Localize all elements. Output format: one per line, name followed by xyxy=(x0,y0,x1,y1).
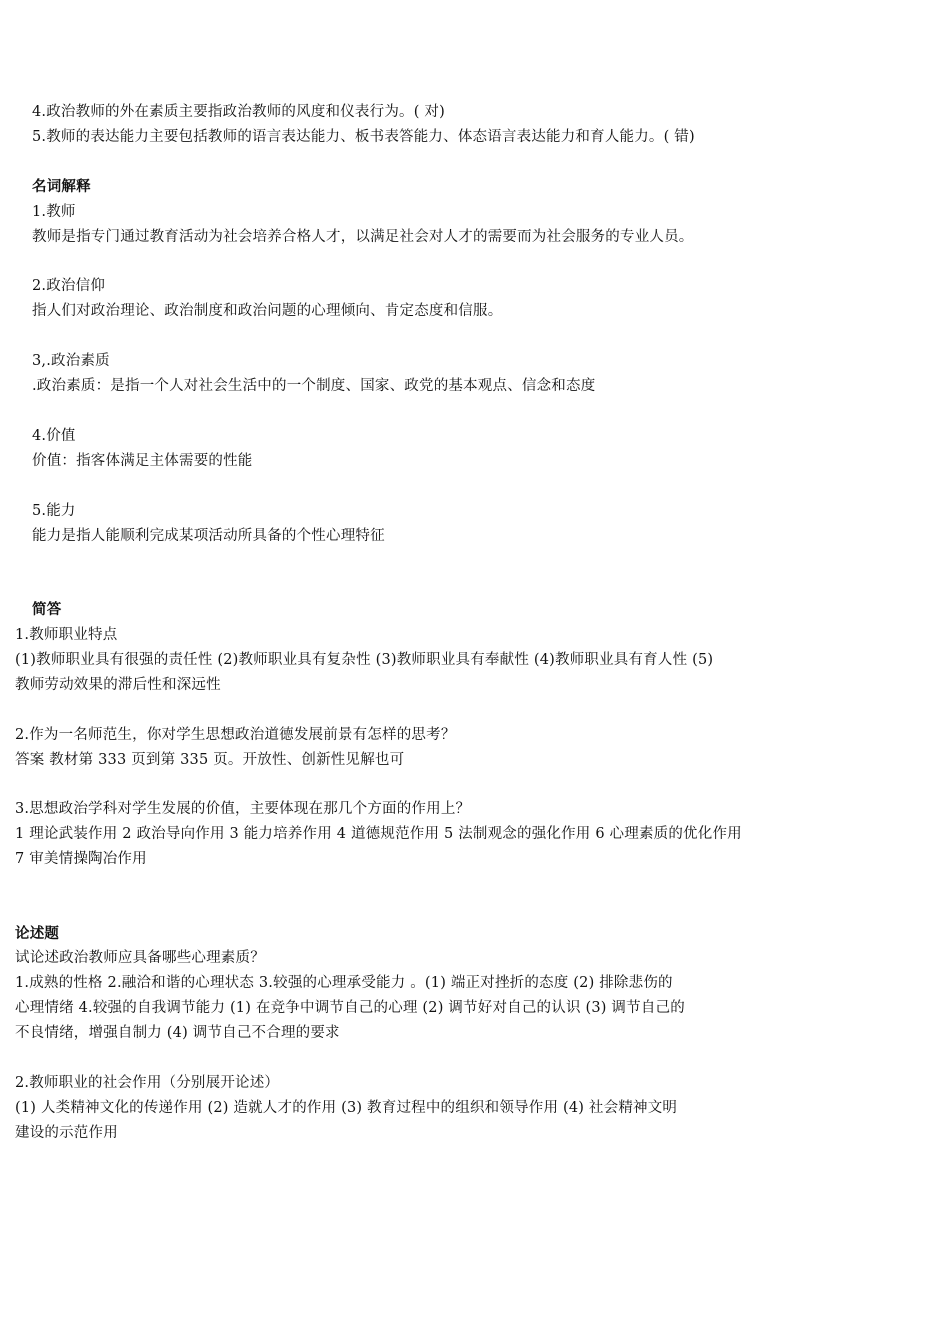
short-answer-question: 3.思想政治学科对学生发展的价值，主要体现在那几个方面的作用上？ xyxy=(15,801,471,817)
short-answer-heading: 简答 xyxy=(32,601,62,618)
essay-answer-line: 不良情绪，增强自制力 (4) 调节自己不合理的要求 xyxy=(15,1025,340,1041)
short-answer-answer-line: 1 理论武装作用 2 政治导向作用 3 能力培养作用 4 道德规范作用 5 法制观念的强化作用 6 心理素质的优化作用 xyxy=(15,826,742,842)
judgement-item-5: 5.教师的表达能力主要包括教师的语言表达能力、板书表答能力、体态语言表达能力和育人能力。( 错) xyxy=(32,129,695,145)
essay-answer-line: (1) 人类精神文化的传递作用 (2) 造就人才的作用 (3) 教育过程中的组织和领导作用 (4) 社会精神文明 xyxy=(15,1100,678,1116)
essay-question: 2.教师职业的社会作用（分别展开论述） xyxy=(15,1075,280,1091)
essay-answer-line: 1.成熟的性格 2.融洽和谐的心理状态 3.较强的心理承受能力 。(1) 端正对挫折的态度 (2) 排除悲伤的 xyxy=(15,975,673,991)
judgement-item-4: 4.政治教师的外在素质主要指政治教师的风度和仪表行为。( 对) xyxy=(32,104,445,120)
term-definition: 教师是指专门通过教育活动为社会培养合格人才，以满足社会对人才的需要而为社会服务的专业人员。 xyxy=(32,229,694,245)
essay-heading: 论述题 xyxy=(15,925,60,942)
essay-answer-line: 建设的示范作用 xyxy=(15,1125,118,1141)
short-answer-answer-line: (1)教师职业具有很强的责任性 (2)教师职业具有复杂性 (3)教师职业具有奉献性 (4)教师职业具有育人性 (5) xyxy=(15,652,714,668)
term-title: 3,.政治素质 xyxy=(32,353,110,369)
term-title: 1.教师 xyxy=(32,204,76,220)
essay-answer-line: 心理情绪 4.较强的自我调节能力 (1) 在竞争中调节自己的心理 (2) 调节好对自己的认识 (3) 调节自己的 xyxy=(15,1000,685,1016)
short-answer-answer-line: 教师劳动效果的滞后性和深远性 xyxy=(15,677,221,693)
short-answer-question: 1.教师职业特点 xyxy=(15,627,118,643)
essay-question: 试论述政治教师应具备哪些心理素质？ xyxy=(15,950,265,966)
term-title: 4.价值 xyxy=(32,428,76,444)
term-title: 5.能力 xyxy=(32,503,76,519)
term-title: 2.政治信仰 xyxy=(32,278,106,294)
term-definition: 指人们对政治理论、政治制度和政治问题的心理倾向、肯定态度和信服。 xyxy=(32,303,503,319)
terms-heading: 名词解释 xyxy=(32,178,91,195)
short-answer-answer-line: 答案 教材第 333 页到第 335 页。开放性、创新性见解也可 xyxy=(15,752,405,768)
term-definition: .政治素质：是指一个人对社会生活中的一个制度、国家、政党的基本观点、信念和态度 xyxy=(32,378,596,394)
short-answer-answer-line: 7 审美情操陶冶作用 xyxy=(15,851,147,867)
term-definition: 价值：指客体满足主体需要的性能 xyxy=(32,453,253,469)
term-definition: 能力是指人能顺利完成某项活动所具备的个性心理特征 xyxy=(32,528,385,544)
short-answer-question: 2.作为一名师范生，你对学生思想政治道德发展前景有怎样的思考？ xyxy=(15,727,456,743)
